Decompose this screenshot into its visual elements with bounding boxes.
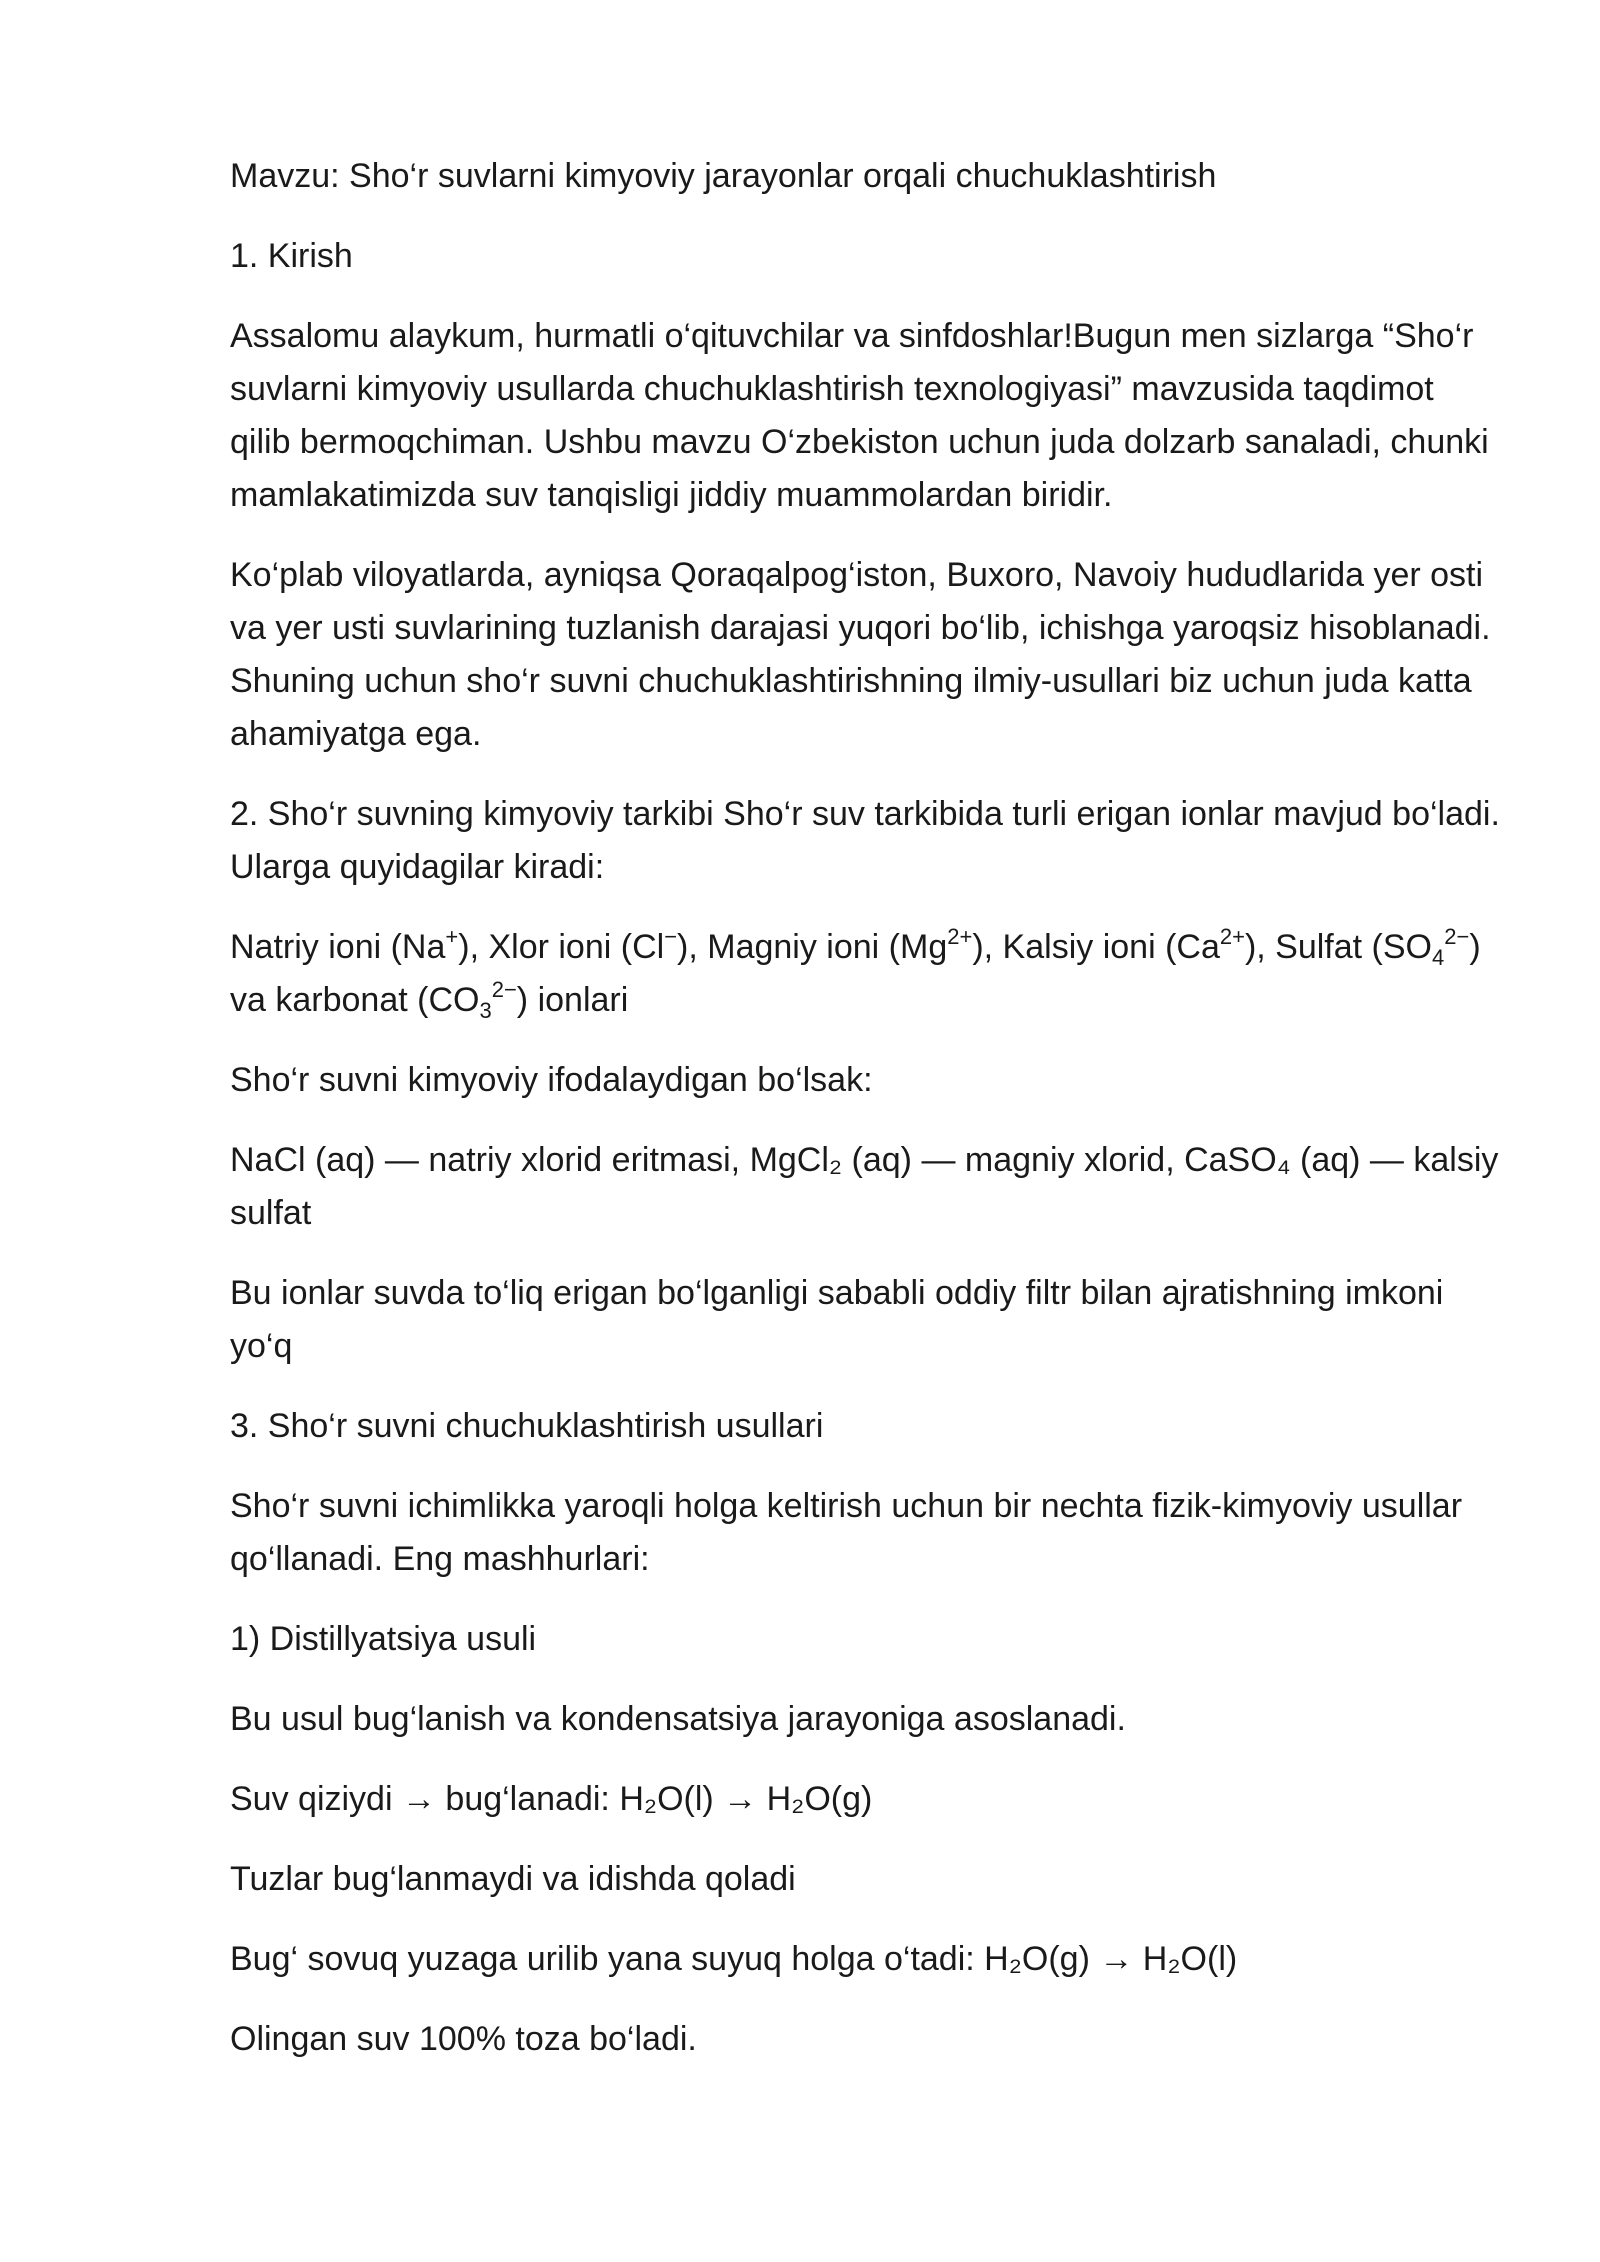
- method-distillation-result: Olingan suv 100% toza bo‘ladi.: [230, 2020, 697, 2058]
- document-title: Mavzu: Sho‘r suvlarni kimyoviy jarayonlar orqali chuchuklashtirish: [230, 157, 1217, 195]
- ion-chlorine-text: ), Xlor ioni (Cl: [458, 928, 665, 966]
- ions-list-end: ) ionlari: [516, 981, 629, 1019]
- ion-calcium-charge: 2+: [1219, 924, 1245, 949]
- ion-sulfate-text: ), Sulfat (SO: [1244, 928, 1433, 966]
- section-heading-introduction: 1. Kirish: [230, 237, 353, 275]
- compounds-paragraph: NaCl (aq) — natriy xlorid eritmasi, MgCl₂ (aq) — magniy xlorid, CaSO₄ (aq) — kalsiy sulfat: [230, 1141, 1499, 1232]
- section-heading-desalination-methods: 3. Sho‘r suvni chuchuklashtirish usullari: [230, 1407, 824, 1445]
- ion-magnesium-text: ), Magniy ioni (Mg: [677, 928, 948, 966]
- section-chemical-composition-paragraph: 2. Sho‘r suvning kimyoviy tarkibi Sho‘r suv tarkibida turli erigan ionlar mavjud bo‘ladi. Ularga quyidagilar kiradi:: [230, 795, 1500, 886]
- ion-calcium-text: ), Kalsiy ioni (Ca: [972, 928, 1220, 966]
- ion-chlorine-charge: −: [664, 924, 678, 949]
- ion-sulfate-subscript: 4: [1432, 945, 1445, 970]
- ion-carbonate-subscript: 3: [479, 998, 492, 1023]
- method-distillation-step-3: Bug‘ sovuq yuzaga urilib yana suyuq holga o‘tadi: H₂O(g) → H₂O(l): [230, 1940, 1238, 1978]
- method-distillation-heading: 1) Distillyatsiya usuli: [230, 1620, 537, 1658]
- intro-paragraph-1: Assalomu alaykum, hurmatli o‘qituvchilar va sinfdoshlar!Bugun men sizlarga “Sho‘r suvlarni kimyoviy usullarda chuchuklashtirish texnologiyasi” mavzusida taqdimot qilib bermoqchiman. Ushbu mavzu O‘zbekiston uchun juda dolzarb sanaladi, chunki mamlakatimizda suv tanqisligi jiddiy muammolardan biridir.: [230, 317, 1489, 514]
- ion-magnesium-charge: 2+: [947, 924, 973, 949]
- chemical-expression-intro: Sho‘r suvni kimyoviy ifodalaydigan bo‘lsak:: [230, 1061, 873, 1099]
- method-distillation-basis: Bu usul bug‘lanish va kondensatsiya jarayoniga asoslanadi.: [230, 1700, 1126, 1738]
- method-distillation-step-2: Tuzlar bug‘lanmaydi va idishda qoladi: [230, 1860, 796, 1898]
- ion-sodium-text: Natriy ioni (Na: [230, 928, 446, 966]
- ion-sodium-charge: +: [445, 924, 459, 949]
- intro-paragraph-2: Ko‘plab viloyatlarda, ayniqsa Qoraqalpog‘iston, Buxoro, Navoiy hududlarida yer osti va yer usti suvlarining tuzlanish darajasi yuqori bo‘lib, ichishga yaroqsiz hisoblanadi. Shuning uchun sho‘r suvni chuchuklashtirishning ilmiy-usullari biz uchun juda katta ahamiyatga ega.: [230, 556, 1491, 753]
- ion-carbonate-charge: 2−: [491, 977, 517, 1002]
- filter-note-paragraph: Bu ionlar suvda to‘liq erigan bo‘lganligi sababli oddiy filtr bilan ajratishning imkoni yo‘q: [230, 1274, 1444, 1365]
- ions-list-paragraph: [230, 921, 1500, 1027]
- document-page: [230, 150, 1500, 2093]
- ion-sulfate-charge: 2−: [1444, 924, 1470, 949]
- desalination-methods-intro: Sho‘r suvni ichimlikka yaroqli holga keltirish uchun bir nechta fizik-kimyoviy usullar qo‘llanadi. Eng mashhurlari:: [230, 1487, 1463, 1578]
- method-distillation-step-1: Suv qiziydi → bug‘lanadi: H₂O(l) → H₂O(g): [230, 1780, 873, 1818]
- ion-carbonate-text: ) va karbonat (CO: [230, 928, 1481, 1019]
